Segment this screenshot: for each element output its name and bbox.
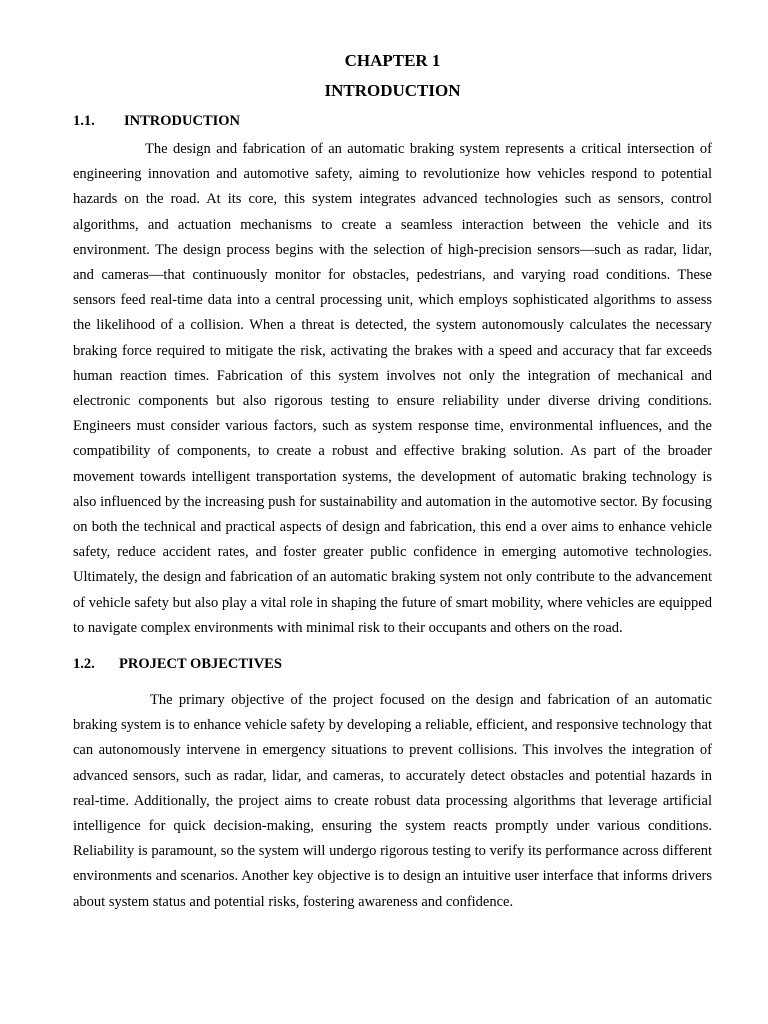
chapter-title: INTRODUCTION <box>324 81 461 100</box>
section-title: INTRODUCTION <box>124 113 241 129</box>
section-number: 1.2. <box>73 656 95 673</box>
section-heading-project-objectives <box>73 654 712 674</box>
chapter-label: CHAPTER 1 <box>344 51 441 70</box>
introduction-paragraph: The design and fabrication of an automatic braking system represents a critical intersection of engineering innovation and automotive safety, aiming to revolutionize how vehicles respond to potential hazards on the road. At its core, this system integrates advanced technologies such as sensors, control algorithms, and actuation mechanisms to create a seamless interaction between the vehicle and its environment. The design process begins with the selection of high-precision sensors—such as radar, lidar, and cameras—that continuously monitor for obstacles, pedestrians, and varying road conditions. These sensors feed real-time data into a central processing unit, which employs sophisticated algorithms to assess the likelihood of a collision. When a threat is detected, the system autonomously calculates the necessary braking force required to mitigate the risk, activating the brakes with a speed and accuracy that far exceeds human reaction times. Fabrication of this system involves not only the integration of mechanical and electronic components but also rigorous testing to ensure reliability under diverse driving conditions. Engineers must consider various factors, such as system response time, environmental influences, and the compatibility of components, to create a robust and effective braking solution. As part of the broader movement towards intelligent transportation systems, the development of automatic braking technology is also influenced by the increasing push for sustainability and automation in the automotive sector. By focusing on both the technical and practical aspects of design and fabrication, this end a over aims to enhance vehicle safety, reduce accident rates, and foster greater public confidence in emerging automotive technologies. Ultimately, the design and fabrication of an automatic braking system not only contribute to the advancement of vehicle safety but also play a vital role in shaping the future of smart mobility, where vehicles are equipped to navigate complex environments with minimal risk to their occupants and others on the road. <box>73 141 712 636</box>
project-objectives-paragraph: The primary objective of the project focused on the design and fabrication of an automatic braking system is to enhance vehicle safety by developing a reliable, efficient, and responsive technology that can autonomously intervene in emergency situations to prevent collisions. This involves the integration of advanced sensors, such as radar, lidar, and cameras, to accurately detect obstacles and potential hazards in real-time. Additionally, the project aims to create robust data processing algorithms that leverage artificial intelligence for quick decision-making, ensuring the system reacts promptly under various conditions. Reliability is paramount, so the system will undergo rigorous testing to verify its performance across different environments and scenarios. Another key objective is to design an intuitive user interface that informs drivers about system status and potential risks, fostering awareness and confidence. <box>73 692 712 910</box>
section-title: PROJECT OBJECTIVES <box>119 656 282 673</box>
section-heading-introduction <box>73 111 712 131</box>
section-number: 1.1. <box>73 113 95 129</box>
